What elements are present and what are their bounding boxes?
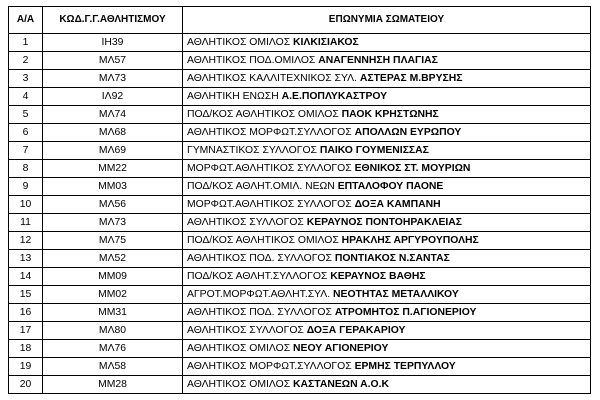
club-name-cell (183, 268, 591, 286)
table-row (9, 322, 591, 340)
table-row (9, 70, 591, 88)
sports-code: ΜΛ52 (43, 250, 183, 268)
table-row (9, 340, 591, 358)
club-name-cell (183, 322, 591, 340)
club-name: ΑΤΡΟΜΗΤΟΣ Π.ΑΓΙΟΝΕΡΙΟΥ (334, 306, 477, 318)
row-number: 18 (9, 340, 43, 358)
club-type: ΑΘΛΗΤΙΚΟΣ ΠΟΔ. ΣΥΛΛΟΓΟΣ (187, 306, 332, 318)
club-name-cell (183, 304, 591, 322)
club-type: ΑΘΛΗΤΙΚΟΣ ΚΑΛΛΙΤΕΧΝΙΚΟΣ ΣΥΛ. (187, 72, 357, 84)
club-name-cell (183, 196, 591, 214)
sports-code: ΜΛ74 (43, 106, 183, 124)
club-name: ΠΑΙΚΟ ΓΟΥΜΕΝΙΣΣΑΣ (319, 144, 429, 156)
club-type: ΑΘΛΗΤΙΚΟΣ ΣΥΛΛΟΓΟΣ (187, 216, 304, 228)
table-row (9, 106, 591, 124)
club-type: ΑΓΡΟΤ.ΜΟΡΦΩΤ.ΑΘΛΗΤ.ΣΥΛ. (187, 288, 331, 300)
row-number: 6 (9, 124, 43, 142)
header-name: ΕΠΩΝΥΜΙΑ ΣΩΜΑΤΕΙΟΥ (183, 7, 591, 34)
club-name-cell (183, 178, 591, 196)
table-body (9, 34, 591, 394)
table-row (9, 52, 591, 70)
table-row (9, 178, 591, 196)
club-name-cell (183, 34, 591, 52)
club-name-cell (183, 124, 591, 142)
club-name: ΕΡΜΗΣ ΤΕΡΠΥΛΛΟΥ (354, 360, 456, 372)
club-type: ΠΟΔ/ΚΟΣ ΑΘΛΗΤΙΚΟΣ ΟΜΙΛΟΣ (187, 108, 339, 120)
row-number: 11 (9, 214, 43, 232)
club-name: ΕΘΝΙΚΟΣ ΣΤ. ΜΟΥΡΙΩΝ (354, 162, 471, 174)
club-name: ΝΕΟΥ ΑΓΙΟΝΕΡΙΟΥ (293, 342, 389, 354)
club-type: ΑΘΛΗΤΙΚΟΣ ΜΟΡΦΩΤ.ΣΥΛΛΟΓΟΣ (187, 360, 352, 372)
club-name-cell (183, 232, 591, 250)
club-type: ΠΟΔ/ΚΟΣ ΑΘΛΗΤ.ΟΜΙΛ. ΝΕΩΝ (187, 180, 335, 192)
sports-code: ΙΛ92 (43, 88, 183, 106)
clubs-table (8, 6, 591, 394)
table-row (9, 250, 591, 268)
sports-code: ΜΛ69 (43, 142, 183, 160)
table-row (9, 232, 591, 250)
table-header-row (9, 7, 591, 34)
row-number: 3 (9, 70, 43, 88)
club-type: ΑΘΛΗΤΙΚΟΣ ΟΜΙΛΟΣ (187, 36, 291, 48)
club-name: ΝΕΟΤΗΤΑΣ ΜΕΤΑΛΛΙΚΟΥ (333, 288, 459, 300)
row-number: 7 (9, 142, 43, 160)
sports-code: ΙΗ39 (43, 34, 183, 52)
row-number: 10 (9, 196, 43, 214)
row-number: 20 (9, 376, 43, 394)
club-type: ΑΘΛΗΤΙΚΟΣ ΟΜΙΛΟΣ (187, 342, 291, 354)
club-name-cell (183, 286, 591, 304)
club-name: ΗΡΑΚΛΗΣ ΑΡΓΥΡΟΥΠΟΛΗΣ (341, 234, 479, 246)
club-name-cell (183, 376, 591, 394)
sports-code: ΜΜ09 (43, 268, 183, 286)
club-type: ΑΘΛΗΤΙΚΟΣ ΟΜΙΛΟΣ (187, 378, 291, 390)
table-row (9, 268, 591, 286)
club-name: Α.Ε.ΠΟΠΛΥΚΑΣΤΡΟΥ (281, 90, 388, 102)
sports-code: ΜΜ22 (43, 160, 183, 178)
sports-code: ΜΜ31 (43, 304, 183, 322)
sports-code: ΜΜ03 (43, 178, 183, 196)
club-name: ΔΟΞΑ ΚΑΜΠΑΝΗ (354, 198, 441, 210)
club-type: ΓΥΜΝΑΣΤΙΚΟΣ ΣΥΛΛΟΓΟΣ (187, 144, 317, 156)
club-name-cell (183, 106, 591, 124)
sports-code: ΜΛ58 (43, 358, 183, 376)
row-number: 16 (9, 304, 43, 322)
club-type: ΜΟΡΦΩΤ.ΑΘΛΗΤΙΚΟΣ ΣΥΛΛΟΓΟΣ (187, 162, 352, 174)
club-name-cell (183, 214, 591, 232)
row-number: 8 (9, 160, 43, 178)
table-row (9, 142, 591, 160)
club-name: ΚΙΛΚΙΣΙΑΚΟΣ (293, 36, 359, 48)
table-row (9, 88, 591, 106)
row-number: 2 (9, 52, 43, 70)
club-type: ΠΟΔ/ΚΟΣ ΑΘΛΗΤ.ΣΥΛΛΟΓΟΣ (187, 270, 328, 282)
club-name-cell (183, 358, 591, 376)
club-name-cell (183, 142, 591, 160)
row-number: 15 (9, 286, 43, 304)
club-name: ΑΣΤΕΡΑΣ Μ.ΒΡΥΣΗΣ (359, 72, 463, 84)
club-name: ΚΑΣΤΑΝΕΩΝ Α.Ο.Κ (293, 378, 389, 390)
sports-code: ΜΛ68 (43, 124, 183, 142)
club-type: ΠΟΔ/ΚΟΣ ΑΘΛΗΤΙΚΟΣ ΟΜΙΛΟΣ (187, 234, 339, 246)
table-row (9, 34, 591, 52)
club-name: ΠΟΝΤΙΑΚΟΣ Ν.ΣΑΝΤΑΣ (334, 252, 450, 264)
row-number: 1 (9, 34, 43, 52)
table-row (9, 214, 591, 232)
sports-code: ΜΛ73 (43, 70, 183, 88)
sports-code: ΜΛ57 (43, 52, 183, 70)
club-name: ΚΕΡΑΥΝΟΣ ΠΟΝΤΟΗΡΑΚΛΕΙΑΣ (306, 216, 463, 228)
club-name-cell (183, 340, 591, 358)
table-row (9, 358, 591, 376)
row-number: 9 (9, 178, 43, 196)
club-name-cell (183, 160, 591, 178)
row-number: 19 (9, 358, 43, 376)
sports-code: ΜΛ56 (43, 196, 183, 214)
table-row (9, 304, 591, 322)
club-type: ΑΘΛΗΤΙΚΗ ΕΝΩΣΗ (187, 90, 279, 102)
club-name-cell (183, 88, 591, 106)
club-type: ΑΘΛΗΤΙΚΟΣ ΣΥΛΛΟΓΟΣ (187, 324, 304, 336)
row-number: 12 (9, 232, 43, 250)
club-name: ΚΕΡΑΥΝΟΣ ΒΑΘΗΣ (330, 270, 426, 282)
row-number: 4 (9, 88, 43, 106)
club-name: ΔΟΞΑ ΓΕΡΑΚΑΡΙΟΥ (306, 324, 406, 336)
club-name: ΠΑΟΚ ΚΡΗΣΤΩΝΗΣ (341, 108, 439, 120)
club-name: ΑΠΟΛΛΩΝ ΕΥΡΩΠΟΥ (354, 126, 462, 138)
row-number: 14 (9, 268, 43, 286)
table-row (9, 286, 591, 304)
club-type: ΑΘΛΗΤΙΚΟΣ ΠΟΔ. ΣΥΛΛΟΓΟΣ (187, 252, 332, 264)
sports-code: ΜΜ28 (43, 376, 183, 394)
document-sheet (8, 6, 590, 394)
table-row (9, 160, 591, 178)
sports-code: ΜΜ02 (43, 286, 183, 304)
club-type: ΑΘΛΗΤΙΚΟΣ ΜΟΡΦΩΤ.ΣΥΛΛΟΓΟΣ (187, 126, 352, 138)
club-name: ΑΝΑΓΕΝΝΗΣΗ ΠΛΑΓΙΑΣ (318, 54, 438, 66)
row-number: 13 (9, 250, 43, 268)
table-row (9, 196, 591, 214)
sports-code: ΜΛ73 (43, 214, 183, 232)
sports-code: ΜΛ76 (43, 340, 183, 358)
club-name-cell (183, 70, 591, 88)
sports-code: ΜΛ80 (43, 322, 183, 340)
header-aa: Α/Α (9, 7, 43, 34)
sports-code: ΜΛ75 (43, 232, 183, 250)
table-row (9, 124, 591, 142)
club-type: ΜΟΡΦΩΤ.ΑΘΛΗΤΙΚΟΣ ΣΥΛΛΟΓΟΣ (187, 198, 352, 210)
header-code: ΚΩΔ.Γ.Γ.ΑΘΛΗΤΙΣΜΟΥ (43, 7, 183, 34)
row-number: 5 (9, 106, 43, 124)
club-name-cell (183, 52, 591, 70)
table-row (9, 376, 591, 394)
club-name-cell (183, 250, 591, 268)
club-name: ΕΠΤΑΛΟΦΟΥ ΠΑΟΝΕ (337, 180, 444, 192)
row-number: 17 (9, 322, 43, 340)
club-type: ΑΘΛΗΤΙΚΟΣ ΠΟΔ.ΟΜΙΛΟΣ (187, 54, 316, 66)
